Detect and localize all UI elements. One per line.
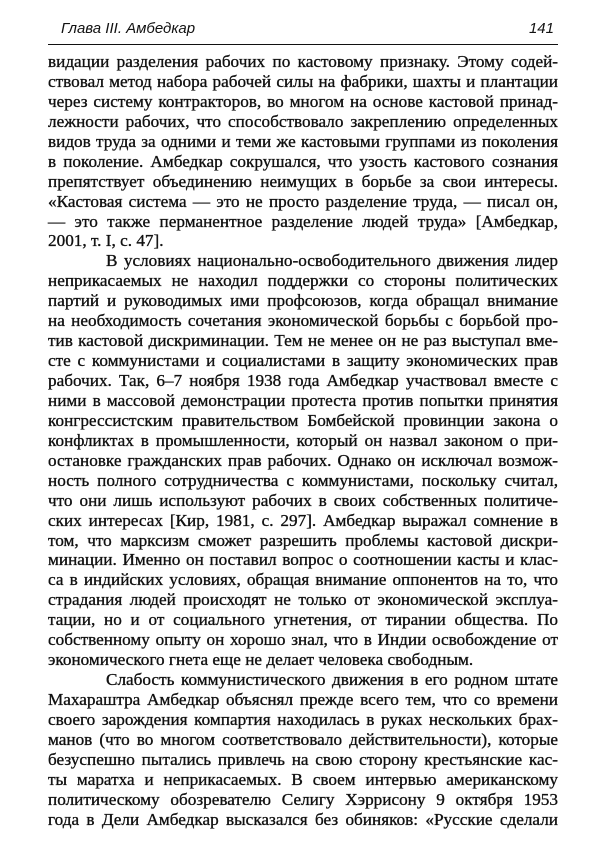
text-line: манов (что во многом соответствовало действительности), которые [48,729,558,749]
text-line: собственному опыту он хорошо знал, что в Индии освобождение от [48,630,558,650]
text-line: Слабость коммунистического движения в его родном штате [106,670,558,690]
text-line: 2001, т. I, с. 47]. [48,231,164,251]
text-line: ты маратха и неприкасаемых. В своем интервью американскому [48,769,558,789]
text-line: через систему контракторов, во многом на основе кастовой принад- [48,91,558,111]
text-line: лежности рабочих, что способствовало закреплению определенных [48,111,558,131]
text-line: страдания людей происходят не только от экономической эксплуа- [48,590,558,610]
text-line: года в Дели Амбедкар высказался без обиняков: «Русские сделали [48,809,558,829]
text-line: са в индийских условиях, обращая внимание оппонентов на то, что [48,570,558,590]
text-line: Махараштра Амбедкар объяснял прежде всего тем, что со времени [48,690,558,709]
text-line: рабочих. Так, 6–7 ноября 1938 года Амбедкар участвовал вместе с [48,371,558,390]
text-line: остановке гражданских прав рабочих. Однако он исключал возмож- [48,450,558,470]
text-line: минации. Именно он поставил вопрос о соотношении касты и клас- [48,550,558,570]
text-line: сте с коммунистами и социалистами в защиту экономических прав [48,351,558,371]
page-body [48,52,558,830]
text-line: препятствует объединению неимущих в борьбе за свои интересы. [48,171,558,191]
text-line: видации разделения рабочих по кастовому признаку. Этому содей- [48,52,558,71]
text-line: тив кастовой дискриминации. Тем не менее он не раз выступал вме- [48,331,558,351]
paragraph [48,670,558,830]
text-line: экономического гнета еще не делает человека свободным. [48,650,474,670]
page-number: 141 [528,20,554,37]
text-line: на необходимость сочетания экономической борьбы с борьбой про- [48,311,558,331]
text-line: ность полного сотрудничества с коммунистами, поскольку считал, [48,470,558,490]
text-line: — это также перманентное разделение людей труда» [Амбедкар, [48,211,558,231]
text-line: конгрессистским правительством Бомбейской провинции закона о [48,410,558,430]
text-line: неприкасаемых не находил поддержки со стороны политических [48,271,558,291]
chapter-title: Глава III. Амбедкар [61,20,196,37]
text-line: конфликтах в промышленности, который он назвал законом о при- [48,430,558,450]
text-line: в поколение. Амбедкар сокрушался, что узость кастового сознания [48,151,558,171]
text-line: партий и руководимых ими профсоюзов, когда обращал внимание [48,291,558,311]
text-line: безуспешно пытались привлечь на свою сторону крестьянские кас- [48,749,558,769]
running-header [48,16,558,45]
text-line: ними в массовой демонстрации протеста против попытки принятия [48,390,558,410]
paragraph [48,52,558,251]
text-line: тации, но и от социального угнетения, от тирании общества. По [48,610,558,630]
text-line: своего зарождения компартия находилась в руках нескольких брах- [48,709,558,729]
text-line: ствовал метод набора рабочей силы на фабрики, шахты и плантации [48,71,558,91]
text-line: видов труда за одними и теми же кастовыми группами из поколения [48,131,558,151]
text-line: том, что марксизм сможет разрешить проблемы кастовой дискри- [48,530,558,550]
paragraph [48,251,558,670]
text-line: «Кастовая система — это не просто разделение труда, — писал он, [48,191,558,211]
text-line: что они лишь используют рабочих в своих собственных политиче- [48,490,558,510]
text-line: В условиях национально-освободительного движения лидер [106,251,558,271]
text-line: ских интересах [Кир, 1981, с. 297]. Амбедкар выражал сомнение в [48,510,558,530]
text-line: политическому обозревателю Селигу Хэррисону 9 октября 1953 [48,789,558,809]
